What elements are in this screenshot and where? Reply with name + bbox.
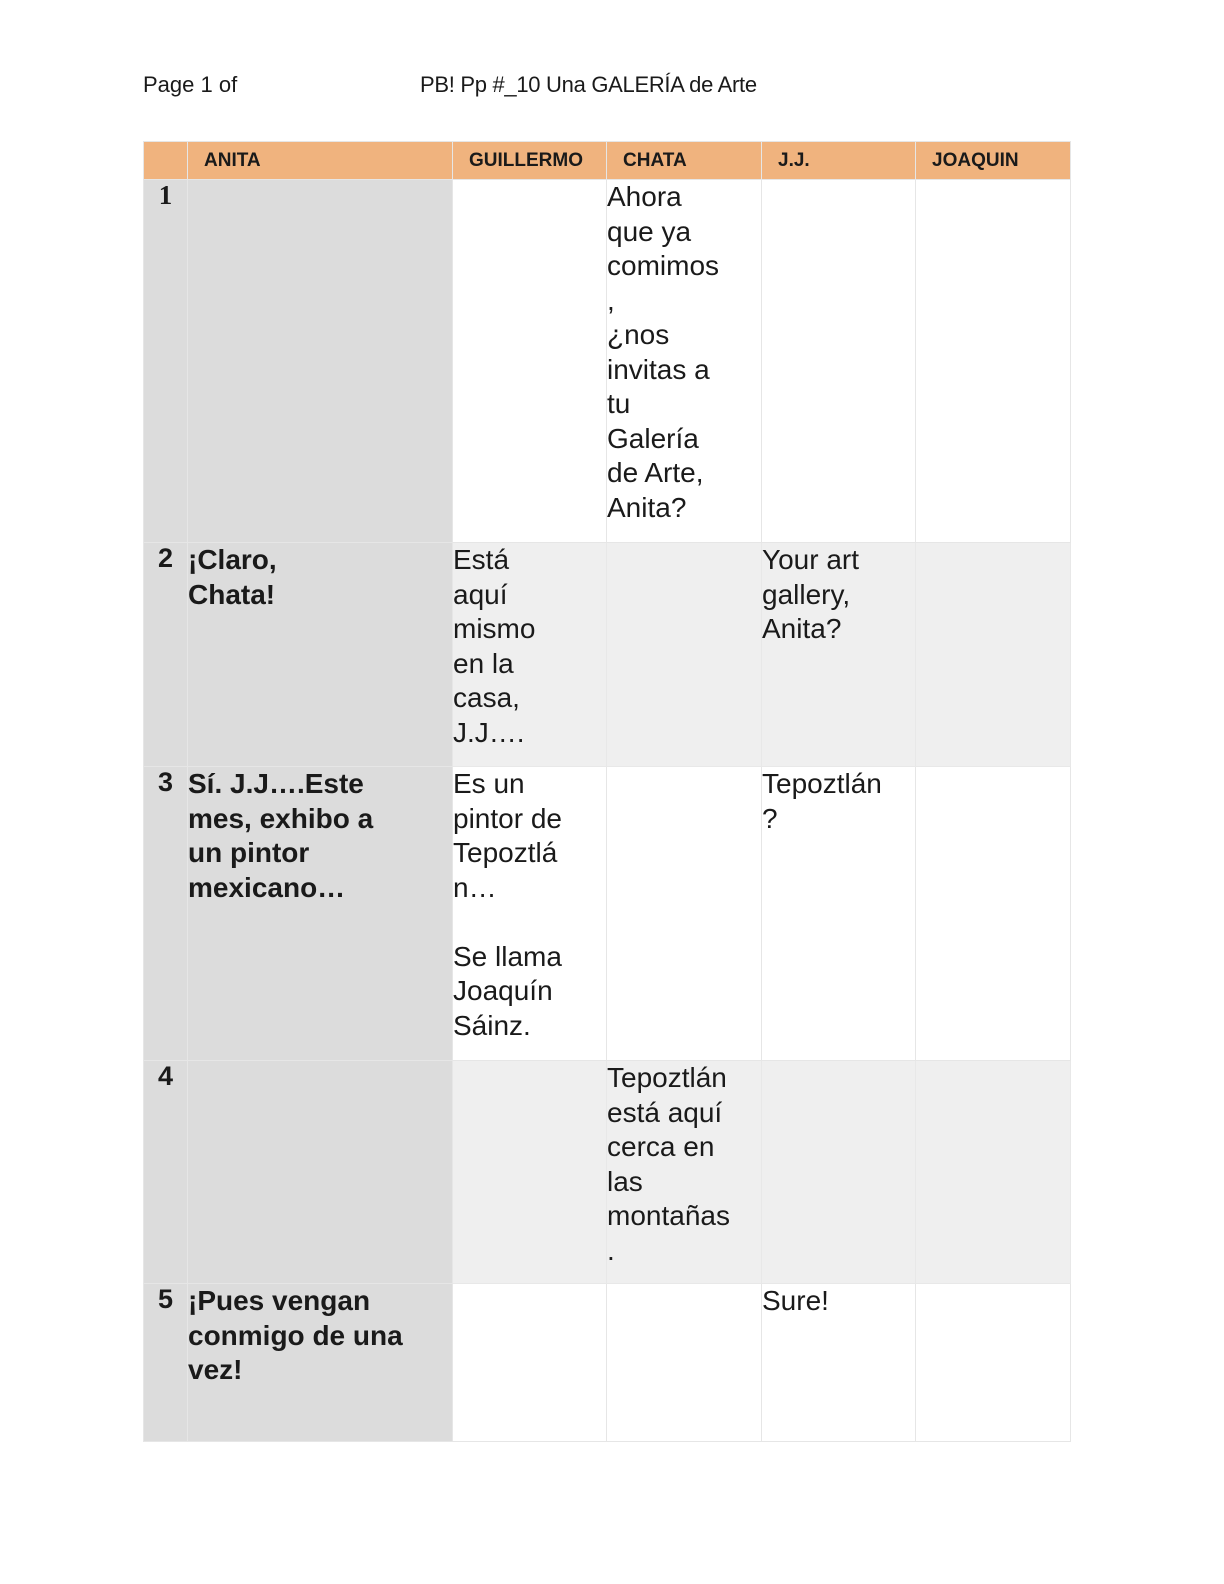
anita-line: Sí. J.J….Este mes, exhibo a un pintor mexicano… xyxy=(188,767,453,1061)
row-number: 3 xyxy=(144,767,188,1061)
column-header-guillermo: GUILLERMO xyxy=(453,142,607,180)
table-row xyxy=(144,767,1071,1061)
column-header-joaquin: JOAQUIN xyxy=(916,142,1071,180)
jj-line: Tepoztlán ? xyxy=(762,767,916,1061)
jj-line xyxy=(762,1061,916,1284)
jj-line: Sure! xyxy=(762,1284,916,1442)
script-table xyxy=(143,141,1071,1442)
column-header-anita: ANITA xyxy=(188,142,453,180)
table-row xyxy=(144,180,1071,543)
page-header xyxy=(143,68,1069,102)
chata-line xyxy=(607,543,762,767)
anita-line: ¡Pues vengan conmigo de una vez! xyxy=(188,1284,453,1442)
guillermo-line: Está aquí mismo en la casa, J.J…. xyxy=(453,543,607,767)
anita-line: ¡Claro, Chata! xyxy=(188,543,453,767)
page-number-label: Page 1 of xyxy=(143,72,238,97)
joaquin-line xyxy=(916,1061,1071,1284)
anita-line xyxy=(188,1061,453,1284)
guillermo-line xyxy=(453,180,607,543)
chata-line: Ahora que ya comimos , ¿nos invitas a tu Galería de Arte, Anita? xyxy=(607,180,762,543)
row-number: 1 xyxy=(144,180,188,543)
chata-line: Tepoztlán está aquí cerca en las montañas . xyxy=(607,1061,762,1284)
table-row xyxy=(144,1061,1071,1284)
joaquin-line xyxy=(916,543,1071,767)
joaquin-line xyxy=(916,1284,1071,1442)
jj-line xyxy=(762,180,916,543)
column-header-jj: J.J. xyxy=(762,142,916,180)
row-number: 2 xyxy=(144,543,188,767)
anita-line xyxy=(188,180,453,543)
row-number: 4 xyxy=(144,1061,188,1284)
column-header-chata: CHATA xyxy=(607,142,762,180)
chata-line xyxy=(607,767,762,1061)
guillermo-line xyxy=(453,1061,607,1284)
table-row xyxy=(144,543,1071,767)
jj-line: Your art gallery, Anita? xyxy=(762,543,916,767)
table-row xyxy=(144,1284,1071,1442)
guillermo-line: Es un pintor de Tepoztlá n… Se llama Joaquín Sáinz. xyxy=(453,767,607,1061)
joaquin-line xyxy=(916,180,1071,543)
column-header-number xyxy=(144,142,188,180)
joaquin-line xyxy=(916,767,1071,1061)
guillermo-line xyxy=(453,1284,607,1442)
table-header-row xyxy=(144,142,1071,180)
document-title: PB! Pp #_10 Una GALERÍA de Arte xyxy=(420,72,757,97)
row-number: 5 xyxy=(144,1284,188,1442)
chata-line xyxy=(607,1284,762,1442)
